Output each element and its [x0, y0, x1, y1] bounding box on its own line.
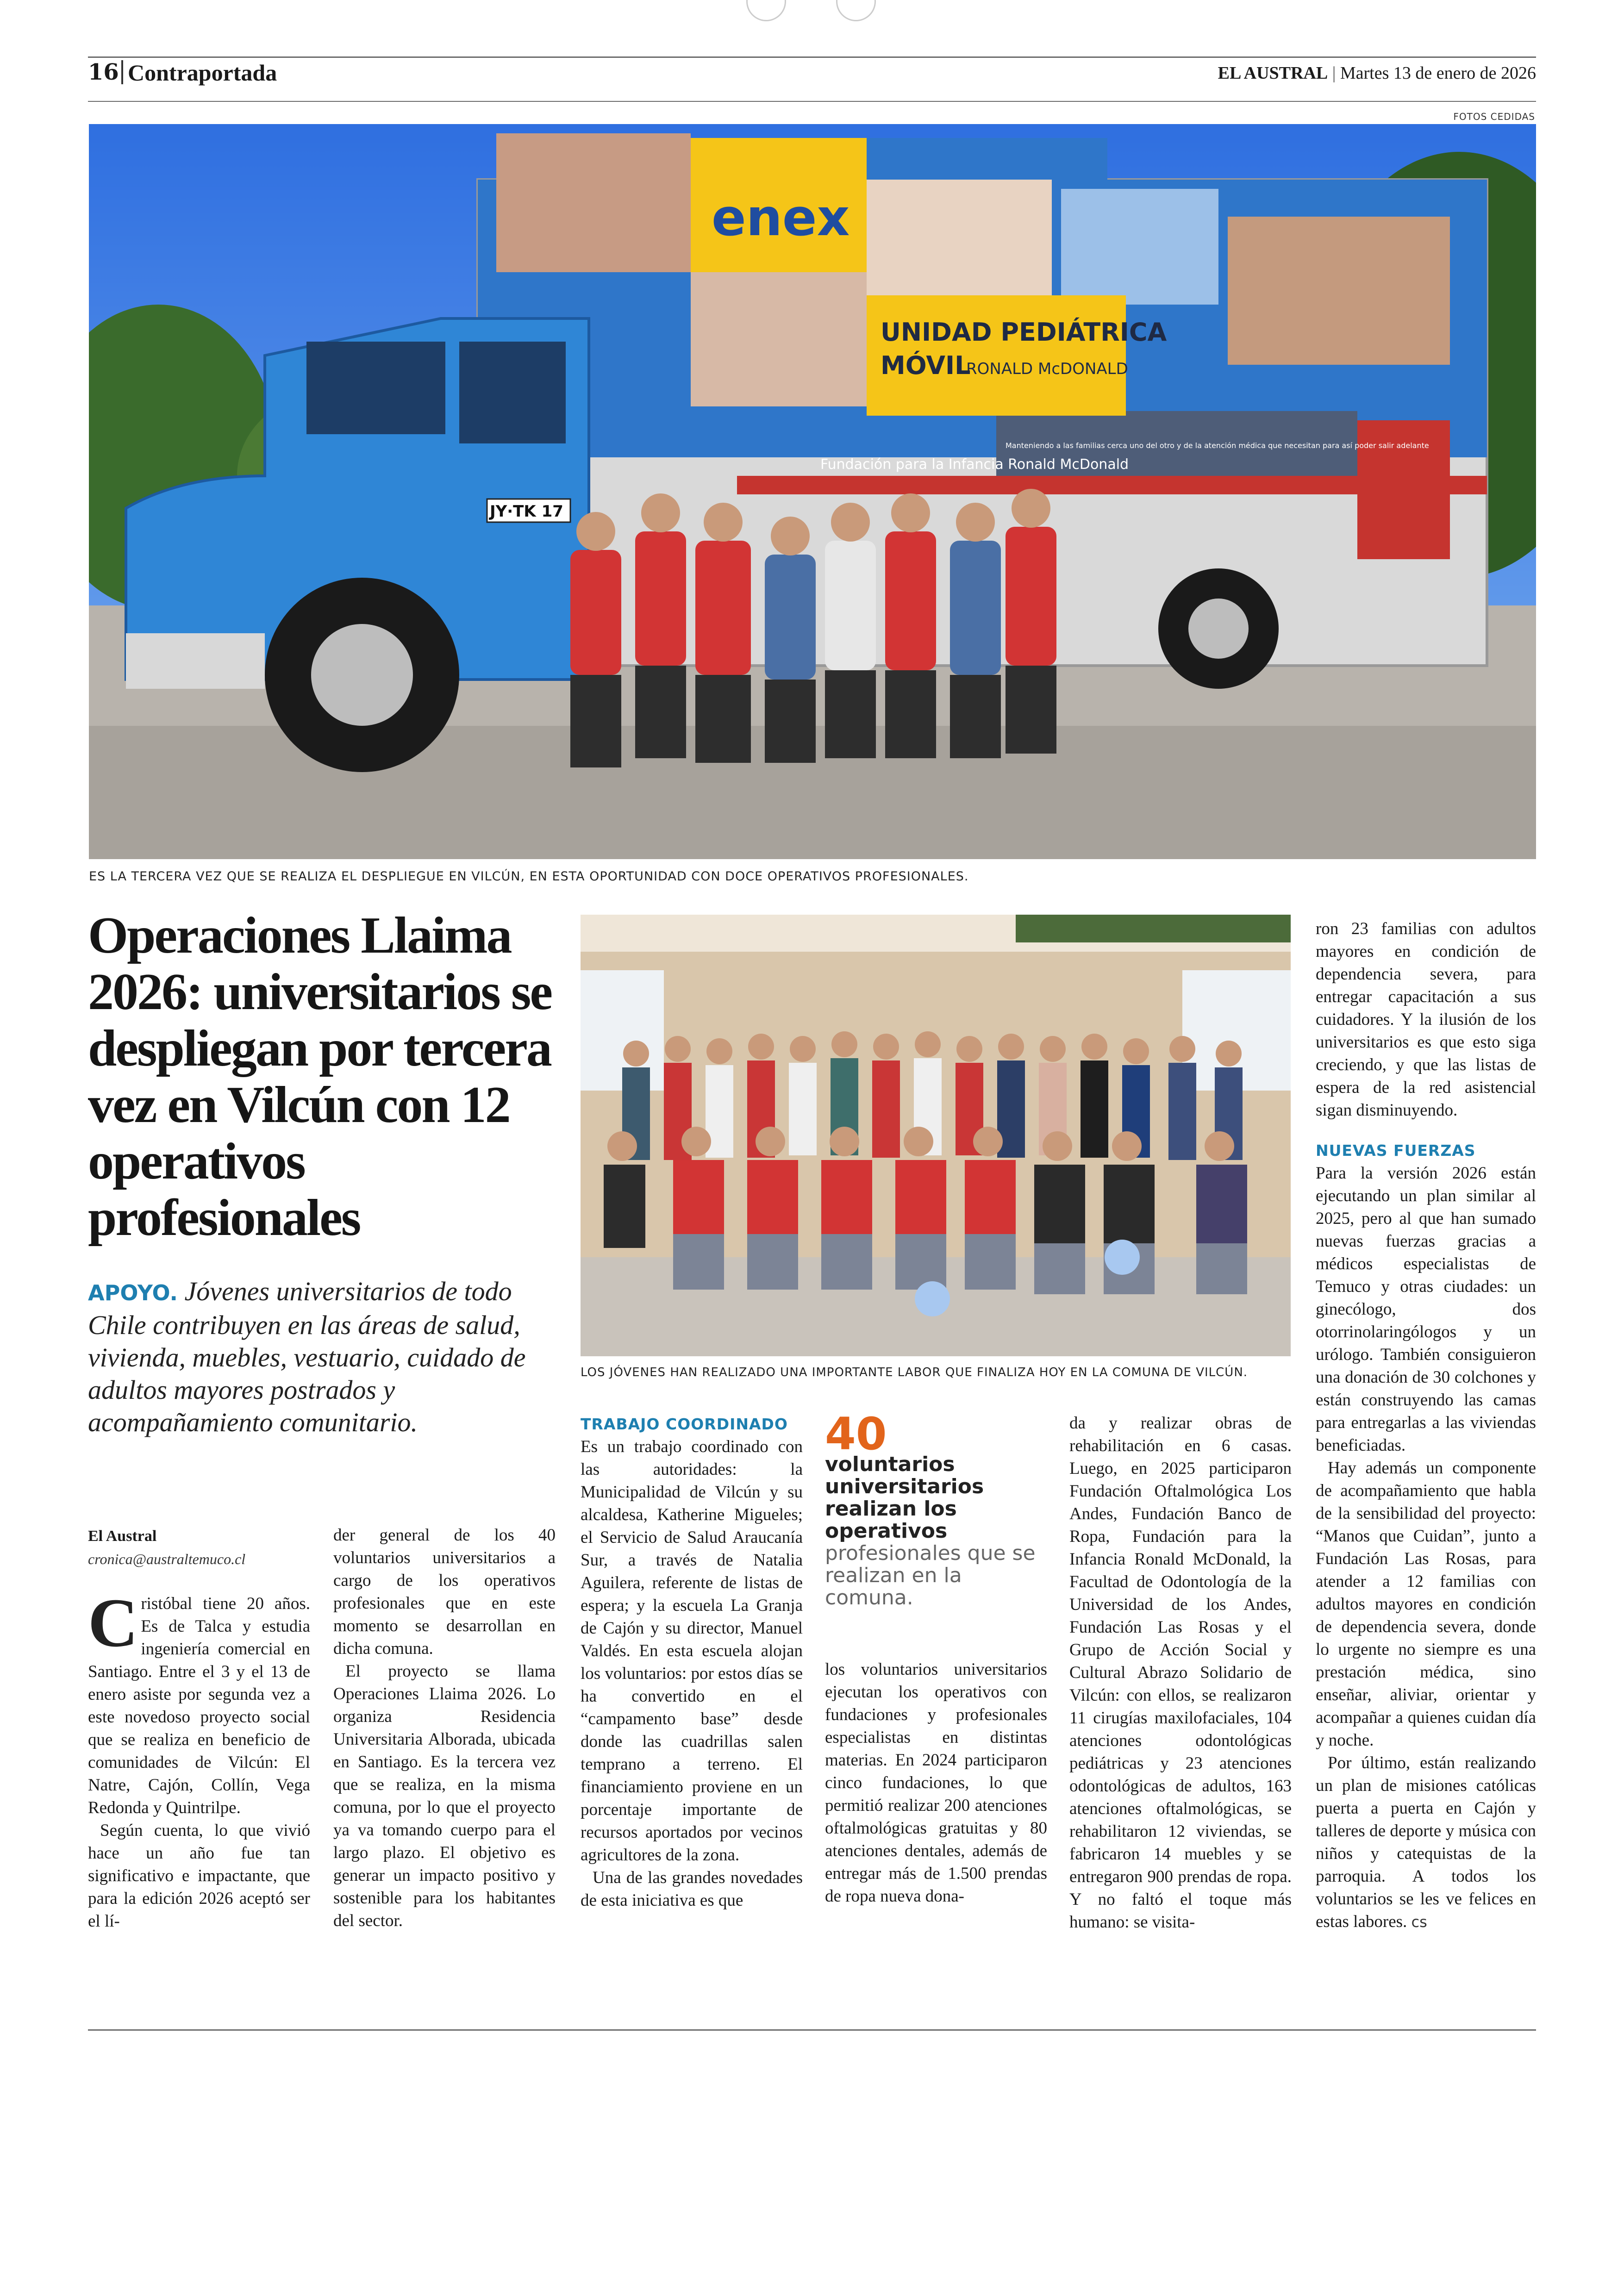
header-separator: [121, 60, 123, 84]
header-bottom-rule: [88, 101, 1536, 102]
col2-paragraph-2: El proyecto se llama Operaciones Llaima 2026. Lo organiza Residencia Universitaria Alborada, ubicada en Santiago. Es la tercera vez que se realiza, en la misma comuna, por lo que el proyecto ya va tomando cuerpo para el largo plazo. El objetivo es generar un impacto positivo y sostenible para los habitantes del sector.: [333, 1662, 556, 1930]
section-title: Contraportada: [128, 60, 277, 86]
stat-text: [825, 1453, 1047, 1609]
rear-hub: [1188, 599, 1249, 659]
cab-window: [306, 342, 445, 434]
column-4: [825, 1658, 1047, 1908]
tile-grid: [1228, 217, 1450, 365]
plate-text: JY·TK 17: [490, 502, 563, 521]
truck-illustration: [89, 124, 1536, 859]
issue-date: Martes 13 de enero de 2026: [1340, 63, 1536, 83]
col3-paragraph-1: Es un trabajo coordinado con las autoridades: la Municipalidad de Vilcún y su alcaldesa, Katherine Migueles; el Servicio de Salud Araucanía Sur, a través de Natalia Aguilera, referente de listas de espera; y la escuela La Granja de Cajón y su director, Manuel Valdés. En esta escuela alojan los voluntarios: por estos días se ha convertido en el “campamento base” desde donde las cuadrillas salen temprano a terreno. El financiamiento proviene en un porcentaje importante de recursos aportados por vecinos agricultores de la zona.: [581, 1437, 803, 1865]
photo-credit: FOTOS CEDIDAS: [1453, 111, 1535, 122]
tile-family: [496, 133, 691, 272]
group-illustration: [581, 915, 1291, 1356]
byline-email: cronica@australtemuco.cl: [88, 1551, 246, 1567]
nav-circle-left[interactable]: [746, 0, 786, 21]
truck-title-1: UNIDAD PEDIÁTRICA: [881, 318, 1167, 347]
end-mark: cs: [1411, 1913, 1427, 1931]
balloon-2: [1105, 1240, 1140, 1275]
stat-bold: voluntarios universitarios realizan los operativos: [825, 1453, 984, 1543]
stat-light: profesionales que se realizan en la comuna.: [825, 1541, 1036, 1609]
deck-kicker: APOYO.: [88, 1280, 178, 1305]
col1-paragraph-1: Cristóbal tiene 20 años. Es de Talca y estudia ingeniería comercial en Santiago. Entre el 3 y el 13 de enero asiste por segunda vez a este novedoso proyecto social que se realiza en beneficio de comunidades de Vilcún: El Natre, Cajón, Collín, Vega Redonda y Quintrilpe.: [88, 1584, 310, 1817]
column-3: [581, 1413, 803, 1912]
col6-paragraph-1: ron 23 familias con adultos mayores en condición de dependencia severa, para entregar capacitación a sus cuidadores. Y la ilusión de los universitarios es que esto siga creciendo, y que las listas de espera de la red asistencial sigan disminuyendo.: [1316, 919, 1536, 1120]
subhead-nuevas-fuerzas: NUEVAS FUERZAS: [1316, 1141, 1476, 1160]
column-1: [88, 1584, 310, 1933]
header-top-rule: [88, 56, 1536, 58]
tile-baby: [867, 180, 1052, 295]
col1-paragraph-2: Según cuenta, lo que vivió hace un año fue tan significativo e impactante, que para la edición 2026 aceptó ser el lí-: [88, 1821, 310, 1931]
group-photo-caption: LOS JÓVENES HAN REALIZADO UNA IMPORTANTE LABOR QUE FINALIZA HOY EN LA COMUNA DE VILCÚN.: [581, 1366, 1248, 1379]
article-headline: Operaciones Llaima 2026: universitarios se despliegan por tercera vez en Vilcún con 12 operativos profesionales: [88, 907, 552, 1247]
stat-number: 40: [825, 1408, 887, 1460]
col2-paragraph-1: der general de los 40 voluntarios universitarios a cargo de los operativos profesionales que en este momento se desarrollan en dicha comuna.: [333, 1526, 556, 1658]
col6-paragraph-2: Para la versión 2026 están ejecutando un plan similar al 2025, pero al que han sumado nuevas fuerzas gracias a médicos especialistas de Temuco y otras ciudades: un ginecólogo, dos otorrinolaringólogos y un urólogo. También consiguieron una donación de 30 colchones y están construyendo las camas para entregarlas a las viviendas beneficiadas.: [1316, 1164, 1536, 1455]
column-2: [333, 1524, 556, 1932]
truck-tagline: Manteniendo a las familias cerca uno del otro y de la atención médica que necesitan para así poder salir adelante: [1006, 441, 1429, 450]
subhead-trabajo-coordinado: TRABAJO COORDINADO: [581, 1415, 788, 1433]
truck-title-3: RONALD McDONALD: [966, 360, 1128, 378]
col4-paragraph-1: los voluntarios universitarios ejecutan los operativos con fundaciones y profesionales especialistas en distintas materias. En 2024 participaron cinco fundaciones, lo que permitió realizar 200 atenciones oftalmológicas gratuitas y 80 atenciones dentales, además de entregar más de 1.500 prendas de ropa nueva dona-: [825, 1660, 1047, 1906]
bumper: [126, 633, 265, 689]
front-hub: [311, 624, 413, 726]
page-number: 16: [88, 59, 119, 85]
article-deck: [88, 1275, 560, 1439]
tile-child: [1061, 189, 1218, 305]
balloon: [915, 1281, 950, 1316]
col5-paragraph-1: da y realizar obras de rehabilitación en 6 casas. Luego, en 2025 participaron Fundación Oftalmológica Los Andes, Fundación Banco de Ropa, Fundación para la Infancia Ronald McDonald, la Facultad de Odontología de la Universidad de los Andes, Fundación Las Rosas y el Grupo de Acción Social y Cultural Abrazo Solidario de Vilcún: con ellos, se realizaron 11 cirugías maxilofaciales, 104 atenciones odontológicas pediátricas y 23 atenciones odontológicas de adultos, 163 atenciones oftalmológicas, se rehabilitaron 12 viviendas, se fabricaron 14 muebles y se entregaron 900 prendas de ropa. Y no faltó el toque más humano: se visita-: [1069, 1414, 1292, 1932]
byline-name: El Austral: [88, 1528, 157, 1545]
cab-door-window: [459, 342, 566, 443]
column-6: [1316, 917, 1536, 1933]
enex-logo: enex: [712, 188, 850, 247]
dropcap: C: [88, 1584, 138, 1661]
top-photo-caption: ES LA TERCERA VEZ QUE SE REALIZA EL DESPLIEGUE EN VILCÚN, EN ESTA OPORTUNIDAD CON DOCE OPERATIVOS PROFESIONALES.: [89, 869, 969, 884]
truck-foundation: Fundación para la Infancia Ronald McDonald: [820, 456, 1129, 473]
truck-stripe: [737, 476, 1487, 494]
col6-paragraph-4: Por último, están realizando un plan de misiones católicas puerta a puerta en Cajón y talleres de deporte y música con niños y catequistas de la parroquia. A todos los voluntarios se les ve felices en estas labores. cs: [1316, 1753, 1536, 1931]
col3-paragraph-2: Una de las grandes novedades de esta iniciativa es que: [581, 1868, 803, 1910]
truck-title-2: MÓVIL: [881, 351, 971, 380]
banner: [1016, 915, 1291, 942]
col6-paragraph-3: Hay además un componente de acompañamiento que habla de la sensibilidad del proyecto: “Manos que Cuidan”, junto a Fundación Las Rosas, para atender a 12 familias con adultos mayores en condición de dependencia severa, donde lo urgente no siempre es una prestación médica, sino enseñar, aliviar, orientar y acompañar a quienes cuidan día y noche.: [1316, 1459, 1536, 1750]
footer-rule: [88, 2029, 1536, 2031]
top-photo: [89, 124, 1536, 859]
group-photo: [581, 915, 1291, 1356]
nav-circle-right[interactable]: [836, 0, 876, 21]
header-publication-date: EL AUSTRAL | Martes 13 de enero de 2026: [1218, 63, 1536, 83]
tile-mother: [691, 258, 867, 406]
publication-name: EL AUSTRAL: [1218, 63, 1328, 83]
column-5: [1069, 1412, 1292, 1933]
deck-text: Jóvenes universitarios de todo Chile contribuyen en las áreas de salud, vivienda, muebles, vestuario, cuidado de adultos mayores postrados y acompañamiento comunitario.: [88, 1276, 526, 1437]
